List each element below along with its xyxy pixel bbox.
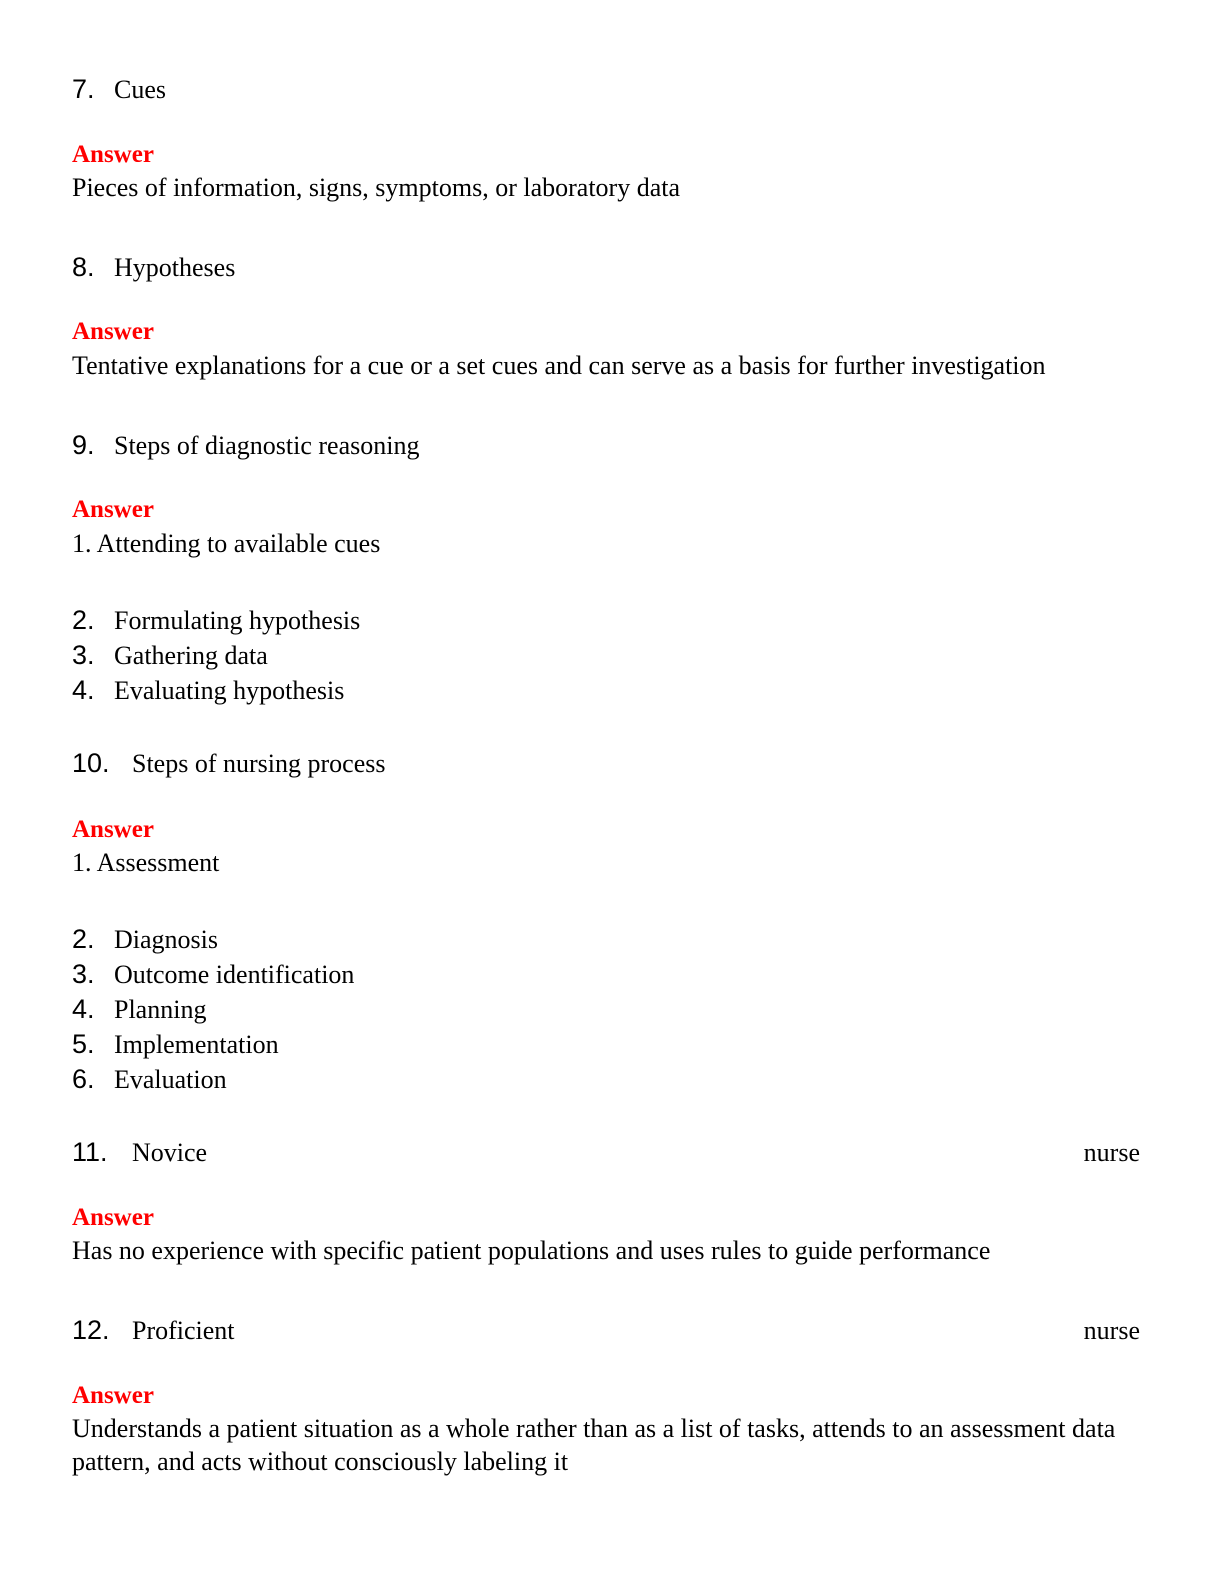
list-item [72,959,354,994]
question-number: 7. [72,74,95,104]
question-10 [72,748,1140,782]
answer-list [72,605,360,710]
question-number: 11. [72,1137,108,1167]
list-item-text: Evaluating hypothesis [114,676,345,705]
question-term: Steps of nursing process [132,749,386,778]
list-item-text: Evaluation [114,1065,227,1094]
list-item [72,994,354,1029]
question-number: 10. [72,748,110,778]
list-item [72,924,354,959]
list-item-number: 3. [72,959,95,989]
answer-label: Answer [72,318,154,345]
list-item-text: Outcome identification [114,960,355,989]
question-term: Hypotheses [114,253,236,282]
answer-text: Has no experience with specific patient populations and uses rules to guide performance [72,1236,991,1265]
list-item-number: 4. [72,994,95,1024]
list-item-number: 6. [72,1064,95,1094]
list-item [72,1029,354,1064]
question-term: Cues [114,75,166,104]
question-7 [72,74,1140,108]
list-item [72,1064,354,1099]
answer-label: Answer [72,496,154,523]
answer-text: Understands a patient situation as a whole rather than as a list of tasks, attends to an assessment data pattern, and acts without consciously labeling it [72,1414,1116,1476]
question-11 [72,1137,1140,1171]
question-8 [72,252,1140,286]
list-item [72,640,360,675]
answer-list [72,924,354,1099]
question-term: Steps of diagnostic reasoning [114,431,420,460]
answer-text: 1. Attending to available cues [72,529,381,558]
question-number: 8. [72,252,95,282]
question-term: Proficient [132,1316,235,1345]
question-9 [72,430,1140,464]
list-item-text: Formulating hypothesis [114,606,361,635]
list-item-number: 4. [72,675,95,705]
question-number: 12. [72,1315,110,1345]
list-item-number: 3. [72,640,95,670]
question-term-tail: nurse [1083,1316,1140,1345]
list-item-number: 5. [72,1029,95,1059]
answer-label: Answer [72,816,154,843]
answer-label: Answer [72,141,154,168]
list-item [72,675,360,710]
question-number: 9. [72,430,95,460]
list-item-number: 2. [72,605,95,635]
question-term: Novice [132,1138,208,1167]
answer-label: Answer [72,1382,154,1409]
answer-text: Tentative explanations for a cue or a set cues and can serve as a basis for further investigation [72,351,1046,380]
list-item [72,605,360,640]
list-item-text: Diagnosis [114,925,218,954]
answer-text: 1. Assessment [72,848,220,877]
list-item-text: Implementation [114,1030,279,1059]
answer-label: Answer [72,1204,154,1231]
question-term-tail: nurse [1083,1138,1140,1167]
answer-text: Pieces of information, signs, symptoms, or laboratory data [72,173,681,202]
list-item-text: Planning [114,995,207,1024]
list-item-text: Gathering data [114,641,268,670]
question-12 [72,1315,1140,1349]
list-item-number: 2. [72,924,95,954]
